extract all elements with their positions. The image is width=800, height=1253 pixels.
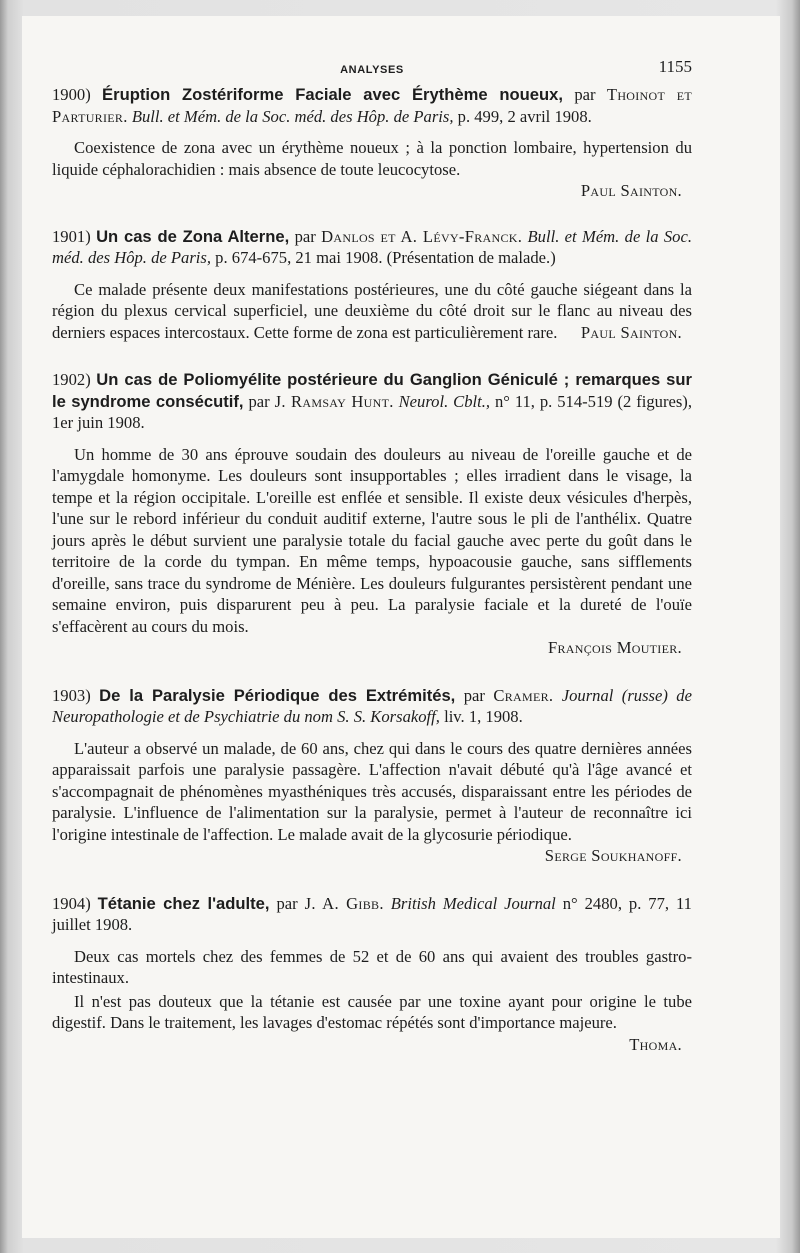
entry-body	[52, 279, 692, 344]
running-head: ANALYSES	[340, 64, 404, 76]
entry-heading	[52, 84, 692, 127]
entry-1903	[52, 685, 692, 867]
entry-source: Bull. et Mém. de la Soc. méd. des Hôp. de Paris,	[52, 226, 692, 267]
entry-title: Un cas de Poliomyélite postérieure du Ganglion Géniculé ; remarques sur le syndrome consécutif,	[52, 370, 693, 411]
entry-par: par	[248, 391, 270, 411]
entry-paragraph-text: Ce malade présente deux manifestations postérieures, une du côté gauche siégeant dans la région du plexus cervical superficiel, une deuxième du côté droit sur le flanc au niveau des derniers espaces intercostaux. Cette forme de zona est particulièrement rare.	[52, 279, 692, 342]
entry-par: par	[276, 893, 298, 913]
entry-heading	[52, 226, 692, 269]
entry-title: Un cas de Zona Alterne,	[96, 226, 290, 246]
entry-paragraph	[52, 991, 692, 1054]
entry-paragraph: L'auteur a observé un malade, de 60 ans, chez qui dans le cours des quatre dernières années apparaissait parfois une paralysie passagère. L'affection n'avait débuté qu'à l'âge avancé et s'accompagnait de phénomènes myasthéniques très accusés, disparaissant entre les périodes de paralysie. L'influence de l'alimentation sur la paralysie, permet à l'auteur de reconnaître ici l'origine intestinale de l'affection. Le malade avait de la glycosurie périodique.	[52, 738, 692, 844]
entry-par: par	[294, 226, 316, 246]
entry-body	[52, 946, 692, 1054]
entry-number: 1904)	[52, 893, 91, 913]
entry-details: n° 11, p. 514-519 (2 figures), 1er juin 1908.	[52, 391, 692, 432]
text-area	[52, 56, 692, 1055]
entry-number: 1900)	[52, 85, 91, 104]
entry-source: British Medical Journal	[390, 893, 556, 913]
entry-1904	[52, 893, 692, 1054]
entry-source: Journal (russe) de Neuropathologie et de Psychiatrie du nom S. S. Korsakoff,	[52, 685, 692, 726]
entry-signature: François Moutier.	[547, 638, 682, 657]
entry-number: 1903)	[52, 685, 91, 705]
entry-par: par	[463, 685, 485, 705]
entry-paragraph	[52, 279, 692, 344]
entry-source: Bull. et Mém. de la Soc. méd. des Hôp. de Paris,	[131, 106, 454, 126]
entry-details: p. 674-675, 21 mai 1908. (Présentation de malade.)	[215, 248, 556, 267]
entry-heading	[52, 685, 692, 728]
entry-title: Tétanie chez l'adulte,	[97, 893, 270, 913]
entry-par: par	[574, 85, 596, 104]
entry-signature: Paul Sainton.	[580, 181, 682, 200]
spacer	[52, 867, 692, 883]
entry-body	[52, 444, 692, 638]
entry-heading	[52, 369, 692, 434]
entry-signature: Serge Soukhanoff.	[544, 846, 682, 865]
entry-source: Neurol. Cblt.,	[398, 391, 491, 411]
entry-authors: Cramer.	[493, 685, 554, 705]
entry-paragraph: Deux cas mortels chez des femmes de 52 et de 60 ans qui avaient des troubles gastro-intestinaux.	[52, 946, 692, 987]
spacer	[52, 659, 692, 675]
entry-heading	[52, 893, 692, 936]
entry-number: 1901)	[52, 226, 91, 246]
entry-details: n° 2480, p. 77, 11 juillet 1908.	[52, 893, 692, 934]
entry-authors: Danlos et A. Lévy-Franck.	[321, 226, 523, 246]
entry-signature: Paul Sainton.	[580, 322, 682, 342]
entry-details: liv. 1, 1908.	[444, 707, 523, 726]
running-header	[52, 56, 692, 80]
entry-authors: J. A. Gibb.	[304, 893, 384, 913]
entry-body	[52, 137, 692, 180]
entry-number: 1902)	[52, 370, 91, 389]
entry-signature: Thoma.	[629, 1034, 682, 1054]
entry-details: p. 499, 2 avril 1908.	[457, 106, 592, 126]
entry-1902	[52, 369, 692, 659]
entry-title: Éruption Zostériforme Faciale avec Érythème noueux,	[102, 85, 564, 104]
entry-1900	[52, 84, 692, 202]
entry-paragraph-text: Il n'est pas douteux que la tétanie est causée par une toxine ayant pour origine le tube digestif. Dans le traitement, les lavages d'estomac répétés sont d'importance majeure.	[52, 991, 692, 1032]
entry-authors: J. Ramsay Hunt.	[274, 391, 394, 411]
entry-body	[52, 738, 692, 846]
entry-paragraph: Un homme de 30 ans éprouve soudain des douleurs au niveau de l'oreille gauche et de l'amygdale homonyme. Les douleurs sont insupportables ; elles irradient dans le visage, la tempe et la région occipitale. L'oreille est enflée et sensible. Il existe deux vésicules d'herpès, l'une sur le rebord inférieur du conduit auditif externe, l'autre sous le pli de l'anthélix. Quatre jours après le début survient une paralysie totale du facial gauche avec perte du goût dans le territoire de la corde du tympan. En même temps, hypoacousie gauche, sans sifflements d'oreille, sans trace du syndrome de Ménière. Les douleurs fulgurantes persistèrent pendant une semaine environ, puis disparurent peu à peu. La paralysie faciale et la dureté de l'ouïe s'effacèrent au cours du mois.	[52, 444, 692, 636]
entry-1901	[52, 226, 692, 344]
spacer	[52, 202, 692, 216]
page-number: 1155	[658, 57, 692, 76]
entry-paragraph: Coexistence de zona avec un érythème noueux ; à la ponction lombaire, hypertension du liquide céphalorachidien : mais absence de toute leucocytose.	[52, 138, 692, 179]
entry-authors: Thoinot et Parturier.	[52, 85, 692, 126]
entry-title: De la Paralysie Périodique des Extrémités,	[99, 685, 456, 705]
spacer	[52, 343, 692, 359]
